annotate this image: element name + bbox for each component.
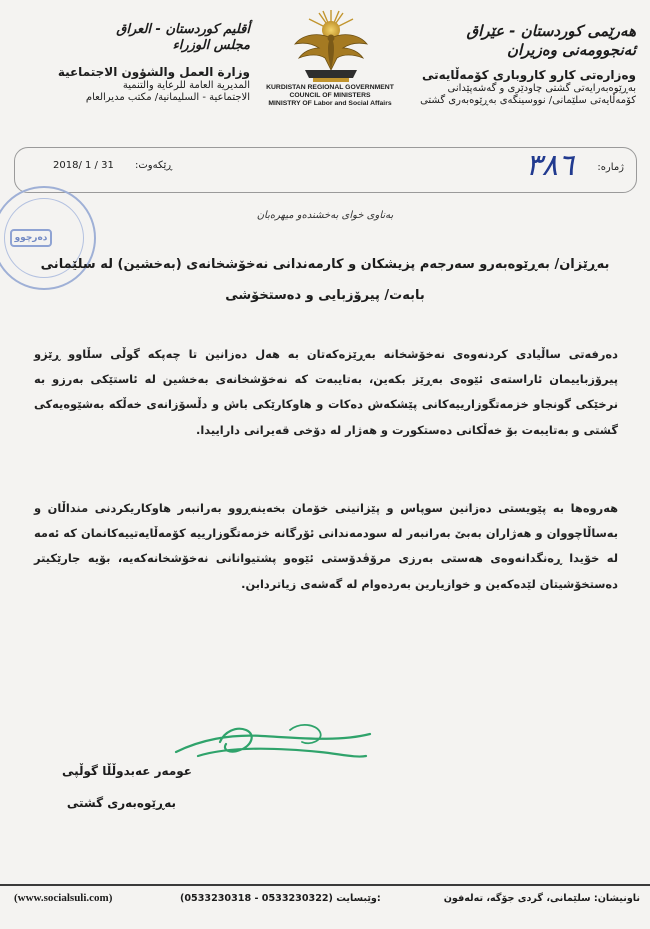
directorate-name-kurdish: بەڕێوەبەرایەتی گشتی چاودێری و گەشەپێدانی (447, 82, 636, 94)
addressee-line: بەڕێزان/ بەڕێوەبەرو سەرجەم پزیشکان و کارمەندانی نەخۆشخانەی (بەخشین) لە سلێمانی (40, 257, 610, 272)
basmala: بەناوی خوای بەخشندەو میهرەبان (256, 210, 394, 221)
krg-emblem-icon (283, 8, 379, 84)
reference-number-label: ژمارە: (597, 162, 624, 173)
ministry-name-kurdish: وەزارەتی کارو کاروباری کۆمەڵایەتی (421, 67, 636, 82)
stamp-label: دەرچوو (10, 229, 52, 247)
handwritten-signature-icon (170, 712, 380, 782)
directorate-name-arabic: المديرية العامة للرعاية والتنمية (122, 79, 250, 91)
council-name-english: COUNCIL OF MINISTERS (289, 92, 371, 100)
office-name-arabic: الاجتماعية - السليمانية/ مكتب مديرالعام (85, 92, 250, 103)
signatory-name: عومەر عەبدوڵڵا گوڵپی (61, 764, 192, 778)
reference-box (14, 147, 637, 193)
footer-address: ناونیشان: سلێمانی، گردی جۆگە، تەلەفون (443, 893, 640, 904)
council-name-arabic: مجلس الوزراء (172, 38, 250, 54)
body-paragraph-1: دەرفەتی ساڵیادی کردنەوەی نەخۆشخانە بەڕێزەکەتان بە هەل دەزانین تا چەپکە گوڵی سڵاوو ڕێزو پیرۆزباییمان ئاراستەی ئێوەی بەڕێز بکەین، بەتایبەت کە نەخۆشخانەی بەخشین لە ئاستێکی بەرزو بە نرخێکی گونجاو خزمەتگوزارییەکانی پێشکەش دەکات و هاوکارێکی باش و دڵسۆزانەی خەڵکە بەشێوەیەکی گشتی و بەتایبەت بۆ خەڵکانی دەستکورت و هەژار لە دۆخی قەیرانی داراییدا. (34, 347, 618, 437)
ministry-name-english: MINISTRY OF Labor and Social Affairs (268, 100, 392, 108)
region-name-kurdish: هەرێمی کوردستان - عێراق (466, 22, 636, 40)
signatory-title: بەڕێوەبەری گشتی (66, 796, 176, 810)
ministry-name-arabic: وزارة العمل والشؤون الاجتماعية (57, 64, 250, 79)
government-name-english: KURDISTAN REGIONAL GOVERNMENT (266, 84, 394, 91)
footer-divider (0, 884, 650, 886)
letterhead-arabic (20, 22, 250, 105)
body-paragraph-2: هەروەها بە پێویستی دەزانین سوپاس و پێزانینی خۆمان بخەینەڕوو بەرانبەر هاوکاریکردنی منداڵان و بەساڵاچووان و هەژاران بەبێ بەرانبەر لە سودمەندانی ئۆرگانە خزمەتگوزارییە کۆمەڵایەتییەکانمان کە ئەمە لە خۆیدا ڕەنگدانەوەی هەستی بەرزی مرۆڤدۆستی ئێوەو پشتیوانانی نەخۆشخانەکەیە، بۆیە جارێکیتر دەستخۆشیتان لێدەکەین و خوازیارین بەردەوام لە گەشەی زیاتردابن. (34, 501, 618, 591)
date-value: 2018/ 1 / 31 (53, 160, 114, 171)
reference-number-handwritten: ٣٨٦ (525, 148, 574, 183)
office-name-kurdish: کۆمەڵایەتی سلێمانی/ نووسینگەی بەڕێوەبەری گشتی (420, 95, 636, 106)
letterhead-english (250, 84, 410, 108)
date-label: ڕێکەوت: (135, 160, 173, 171)
footer-phones: (0533230318 - 0533230322) وێبسایت: (180, 893, 381, 904)
footer-website-link[interactable]: (www.socialsuli.com) (14, 892, 113, 904)
subject-line: بابەت/ پیرۆزبایی و دەستخۆشی (225, 288, 425, 303)
region-name-arabic: أقليم كوردستان - العراق (116, 22, 250, 37)
council-name-kurdish: ئەنجوومەنی وەزیران (506, 40, 636, 59)
letterhead-kurdish (386, 22, 636, 108)
